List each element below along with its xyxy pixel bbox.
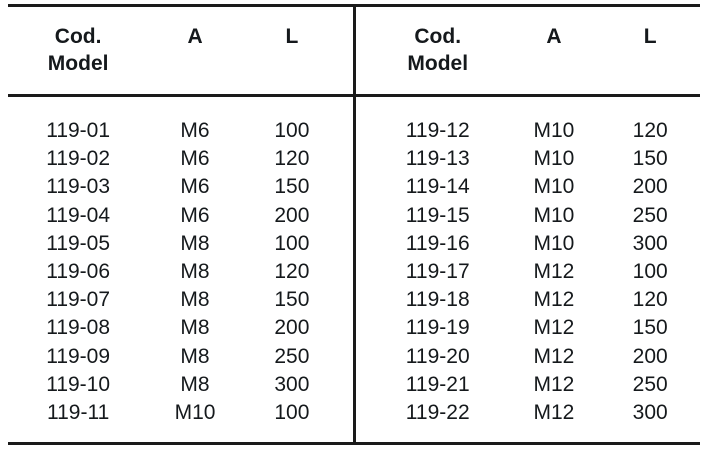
cell-a: M8 — [180, 288, 210, 312]
column-header-a-label: A — [187, 25, 203, 48]
cell-a: M12 — [533, 288, 575, 312]
cell-l: 250 — [632, 372, 668, 396]
cell-a: M12 — [533, 372, 575, 396]
cell-l: 150 — [632, 147, 668, 171]
table-row — [368, 371, 700, 399]
cell-a: M10 — [174, 401, 216, 425]
cell-a: M12 — [533, 260, 575, 284]
cell-a: M8 — [180, 316, 210, 340]
cell-a: M10 — [533, 203, 575, 227]
cell-code: 119-13 — [405, 147, 470, 171]
cell-a: M6 — [180, 147, 210, 171]
cell-a: M8 — [180, 372, 210, 396]
column-header-cod: Cod. — [414, 25, 462, 48]
cell-a: M12 — [533, 344, 575, 368]
cell-l: 150 — [274, 175, 310, 199]
cell-code: 119-07 — [46, 288, 111, 312]
table-row — [368, 399, 700, 427]
left-table — [8, 7, 342, 427]
left-table-header — [8, 7, 342, 117]
cell-l: 200 — [632, 344, 668, 368]
table-row — [368, 202, 700, 230]
table-row — [368, 343, 700, 371]
cell-l: 250 — [632, 203, 668, 227]
right-table-body — [368, 117, 700, 427]
cell-a: M10 — [533, 147, 575, 171]
cell-code: 119-16 — [405, 231, 470, 255]
column-header-cod: Cod. — [54, 25, 102, 48]
cell-code: 119-04 — [46, 203, 111, 227]
column-header-l — [242, 7, 342, 93]
cell-code: 119-22 — [405, 401, 470, 425]
cell-a: M12 — [533, 316, 575, 340]
column-header-a — [148, 7, 242, 93]
cell-a: M12 — [533, 401, 575, 425]
cell-code: 119-20 — [405, 344, 470, 368]
table-row — [8, 117, 342, 145]
right-panel — [354, 7, 700, 442]
table-row — [368, 258, 700, 286]
table-row — [8, 202, 342, 230]
cell-l: 150 — [274, 288, 310, 312]
cell-l: 100 — [274, 401, 310, 425]
right-table-header — [368, 7, 700, 117]
cell-l: 100 — [274, 231, 310, 255]
cell-l: 150 — [632, 316, 668, 340]
spacer-cell — [600, 93, 700, 117]
cell-code: 119-06 — [46, 260, 111, 284]
table-row — [8, 399, 342, 427]
table-row — [8, 145, 342, 173]
cell-a: M10 — [533, 175, 575, 199]
cell-code: 119-19 — [405, 316, 470, 340]
cell-code: 119-03 — [46, 175, 111, 199]
column-header-l — [600, 7, 700, 93]
table-row — [368, 145, 700, 173]
cell-code: 119-01 — [46, 119, 111, 142]
cell-code: 119-18 — [405, 288, 470, 312]
cell-l: 300 — [632, 401, 668, 425]
cell-code: 119-12 — [405, 119, 470, 142]
cell-l: 120 — [274, 260, 310, 284]
table-row — [368, 314, 700, 342]
left-table-body — [8, 117, 342, 427]
cell-l: 200 — [274, 316, 310, 340]
table-row — [8, 343, 342, 371]
cell-code: 119-09 — [46, 344, 111, 368]
column-header-a — [507, 7, 600, 93]
table-row — [8, 230, 342, 258]
header-row — [368, 7, 700, 93]
table-row — [368, 117, 700, 145]
column-header-cod-model — [8, 7, 148, 93]
table-row — [8, 173, 342, 201]
spacer-cell — [368, 93, 507, 117]
column-header-l-label: L — [285, 25, 299, 48]
cell-code: 119-05 — [46, 231, 111, 255]
right-table — [368, 7, 700, 427]
cell-l: 100 — [632, 260, 668, 284]
left-panel — [8, 7, 354, 442]
cell-code: 119-11 — [46, 401, 110, 425]
table-row — [8, 371, 342, 399]
cell-a: M8 — [180, 344, 210, 368]
cell-a: M6 — [180, 175, 210, 199]
table-row — [368, 230, 700, 258]
spacer-cell — [242, 93, 342, 117]
column-header-cod-model — [368, 7, 507, 93]
cell-l: 250 — [274, 344, 310, 368]
spacer-cell — [148, 93, 242, 117]
table-row — [368, 286, 700, 314]
cell-l: 120 — [632, 288, 668, 312]
tables-container — [8, 7, 700, 442]
column-header-model: Model — [47, 52, 109, 75]
table-row — [8, 314, 342, 342]
table-row — [8, 286, 342, 314]
column-header-l-label: L — [643, 25, 657, 48]
cell-a: M6 — [180, 203, 210, 227]
cell-code: 119-08 — [46, 316, 111, 340]
cell-a: M10 — [533, 119, 575, 142]
cell-code: 119-14 — [405, 175, 470, 199]
cell-l: 100 — [274, 119, 310, 142]
cell-l: 200 — [274, 203, 310, 227]
column-header-model: Model — [407, 52, 469, 75]
cell-l: 300 — [632, 231, 668, 255]
cell-a: M8 — [180, 231, 210, 255]
cell-l: 120 — [274, 147, 310, 171]
cell-a: M6 — [180, 119, 210, 142]
cell-a: M8 — [180, 260, 210, 284]
header-row — [8, 7, 342, 93]
cell-l: 300 — [274, 372, 310, 396]
table-row — [368, 173, 700, 201]
cell-code: 119-15 — [405, 203, 470, 227]
cell-code: 119-02 — [46, 147, 111, 171]
spacer-cell — [8, 93, 148, 117]
header-spacer-row — [8, 93, 342, 117]
cell-code: 119-17 — [405, 260, 470, 284]
header-spacer-row — [368, 93, 700, 117]
cell-a: M10 — [533, 231, 575, 255]
column-header-a-label: A — [546, 25, 562, 48]
cell-code: 119-10 — [46, 372, 111, 396]
cell-l: 120 — [632, 119, 668, 142]
cell-code: 119-21 — [405, 372, 470, 396]
table-row — [8, 258, 342, 286]
cell-l: 200 — [632, 175, 668, 199]
spacer-cell — [507, 93, 600, 117]
